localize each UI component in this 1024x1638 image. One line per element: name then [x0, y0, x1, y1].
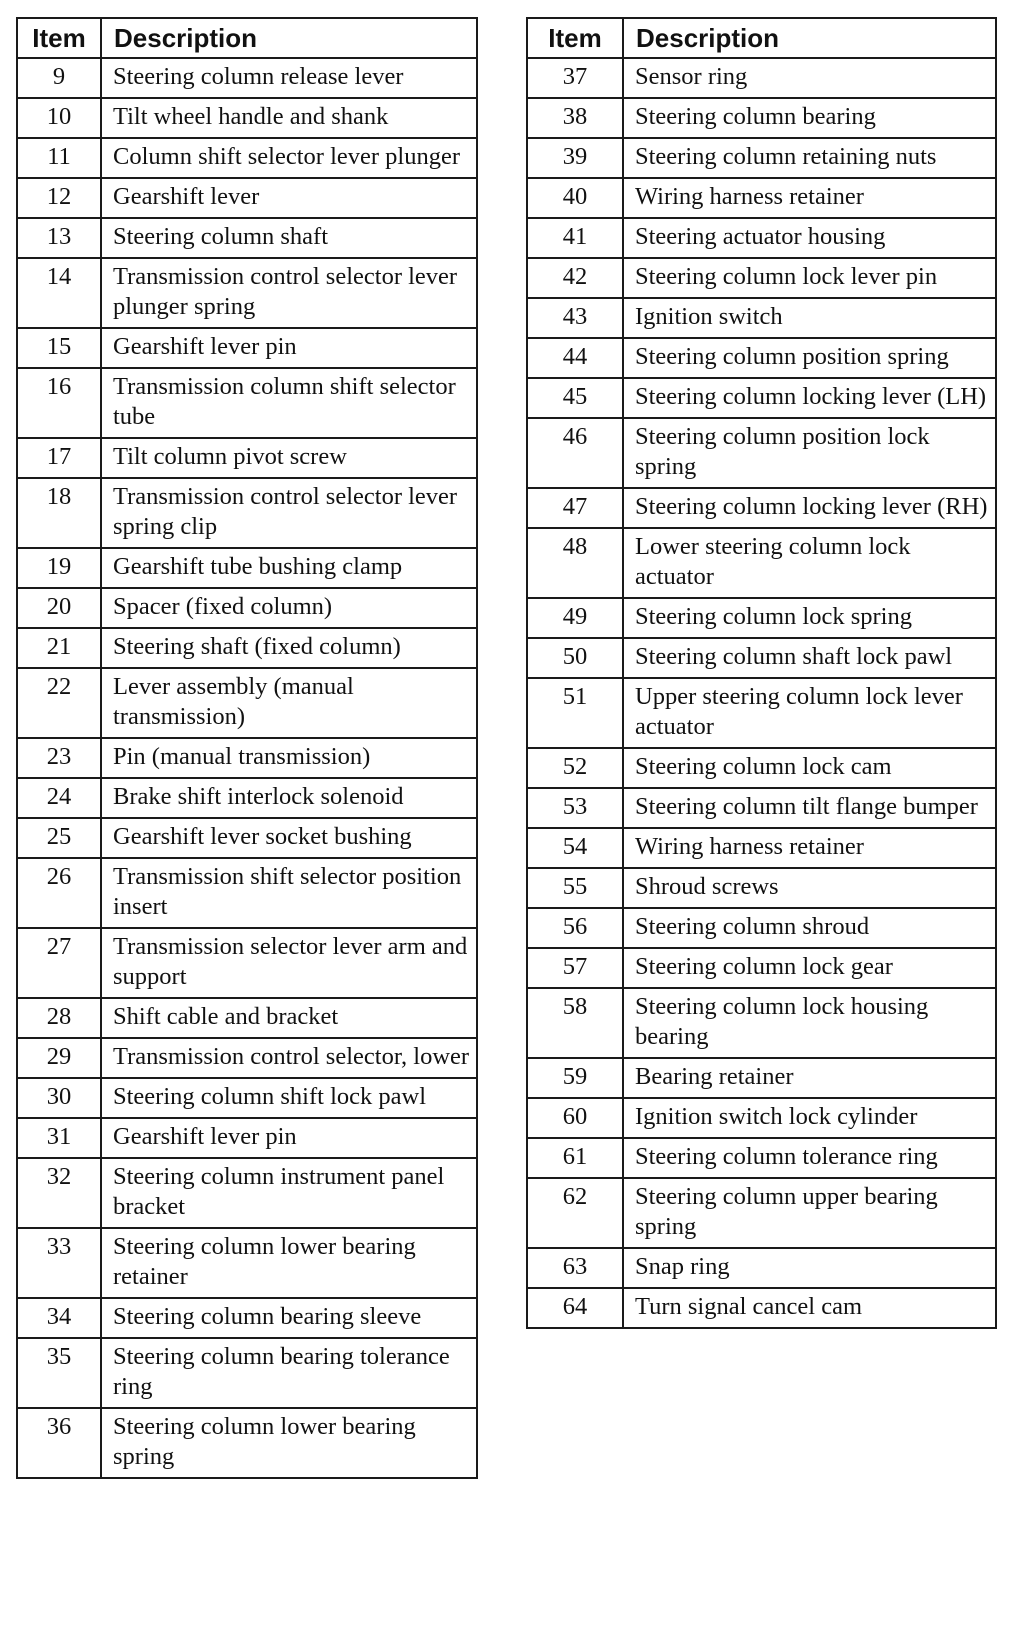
item-number: 27 [17, 928, 101, 998]
item-description: Transmission control selector lever spring clip [101, 478, 477, 548]
item-description: Turn signal cancel cam [623, 1288, 996, 1328]
table-row [17, 258, 477, 328]
item-number: 59 [527, 1058, 623, 1098]
item-description: Snap ring [623, 1248, 996, 1288]
table-row [527, 1288, 996, 1328]
table-row [527, 908, 996, 948]
item-number: 12 [17, 178, 101, 218]
table-row [527, 258, 996, 298]
item-number: 57 [527, 948, 623, 988]
item-number: 11 [17, 138, 101, 178]
item-number: 56 [527, 908, 623, 948]
table-row [17, 818, 477, 858]
item-description: Gearshift tube bushing clamp [101, 548, 477, 588]
item-description: Wiring harness retainer [623, 178, 996, 218]
table-row [527, 178, 996, 218]
item-number: 33 [17, 1228, 101, 1298]
item-description: Steering column lock housing bearing [623, 988, 996, 1058]
table-row [527, 528, 996, 598]
item-description: Steering column shroud [623, 908, 996, 948]
table-row [527, 638, 996, 678]
table-row [17, 1038, 477, 1078]
item-number: 14 [17, 258, 101, 328]
item-description: Steering column release lever [101, 58, 477, 98]
table-row [527, 988, 996, 1058]
table-row [527, 488, 996, 528]
item-description: Steering column position lock spring [623, 418, 996, 488]
item-number: 55 [527, 868, 623, 908]
table-row [527, 58, 996, 98]
item-number: 25 [17, 818, 101, 858]
item-description: Steering column tolerance ring [623, 1138, 996, 1178]
table-row [527, 748, 996, 788]
item-description: Gearshift lever socket bushing [101, 818, 477, 858]
item-description: Steering column locking lever (RH) [623, 488, 996, 528]
table-row [527, 1178, 996, 1248]
table-row [527, 948, 996, 988]
item-number: 20 [17, 588, 101, 628]
item-description: Steering column bearing sleeve [101, 1298, 477, 1338]
item-description: Gearshift lever [101, 178, 477, 218]
item-description: Steering column upper bearing spring [623, 1178, 996, 1248]
item-description: Steering column position spring [623, 338, 996, 378]
item-number: 29 [17, 1038, 101, 1078]
table-row [17, 668, 477, 738]
item-number: 24 [17, 778, 101, 818]
item-number: 30 [17, 1078, 101, 1118]
item-description: Upper steering column lock lever actuator [623, 678, 996, 748]
item-description: Transmission column shift selector tube [101, 368, 477, 438]
item-number: 52 [527, 748, 623, 788]
item-number: 17 [17, 438, 101, 478]
item-number: 50 [527, 638, 623, 678]
item-description: Lower steering column lock actuator [623, 528, 996, 598]
item-number: 31 [17, 1118, 101, 1158]
item-description: Steering actuator housing [623, 218, 996, 258]
item-number: 43 [527, 298, 623, 338]
table-row [17, 1408, 477, 1478]
item-number: 23 [17, 738, 101, 778]
table-row [17, 1118, 477, 1158]
header-row [17, 18, 477, 58]
table-row [527, 418, 996, 488]
item-number: 63 [527, 1248, 623, 1288]
item-description: Steering column bearing tolerance ring [101, 1338, 477, 1408]
item-number: 13 [17, 218, 101, 258]
table-row [527, 788, 996, 828]
table-row [17, 58, 477, 98]
item-number: 62 [527, 1178, 623, 1248]
item-description: Steering column shaft lock pawl [623, 638, 996, 678]
table-row [527, 678, 996, 748]
item-number: 21 [17, 628, 101, 668]
table-row [17, 628, 477, 668]
item-description: Transmission control selector, lower [101, 1038, 477, 1078]
item-description: Steering column lock gear [623, 948, 996, 988]
table-row [17, 778, 477, 818]
item-number: 44 [527, 338, 623, 378]
table-row [17, 1298, 477, 1338]
item-description: Transmission shift selector position insert [101, 858, 477, 928]
item-description: Tilt column pivot screw [101, 438, 477, 478]
item-description: Steering column tilt flange bumper [623, 788, 996, 828]
item-description: Shroud screws [623, 868, 996, 908]
item-number: 9 [17, 58, 101, 98]
item-description: Steering column lower bearing retainer [101, 1228, 477, 1298]
table-row [17, 1078, 477, 1118]
table-row [17, 1158, 477, 1228]
table-row [17, 858, 477, 928]
item-number: 39 [527, 138, 623, 178]
table-row [527, 1248, 996, 1288]
table-row [527, 138, 996, 178]
table-row [17, 328, 477, 368]
item-number: 34 [17, 1298, 101, 1338]
table-row [17, 178, 477, 218]
item-number: 36 [17, 1408, 101, 1478]
item-description: Steering shaft (fixed column) [101, 628, 477, 668]
item-description: Wiring harness retainer [623, 828, 996, 868]
item-number: 60 [527, 1098, 623, 1138]
table-row [17, 928, 477, 998]
table-row [17, 368, 477, 438]
item-description: Steering column shift lock pawl [101, 1078, 477, 1118]
table-row [527, 298, 996, 338]
table-row [17, 138, 477, 178]
table-row [17, 438, 477, 478]
item-description: Steering column lower bearing spring [101, 1408, 477, 1478]
table-row [527, 1058, 996, 1098]
item-description: Brake shift interlock solenoid [101, 778, 477, 818]
table-row [527, 1138, 996, 1178]
item-number: 22 [17, 668, 101, 738]
item-description: Steering column shaft [101, 218, 477, 258]
item-description: Transmission control selector lever plunger spring [101, 258, 477, 328]
item-column-header: Item [17, 18, 101, 58]
item-number: 28 [17, 998, 101, 1038]
table-row [17, 738, 477, 778]
table-row [17, 998, 477, 1038]
table-row [527, 98, 996, 138]
item-number: 49 [527, 598, 623, 638]
item-number: 26 [17, 858, 101, 928]
item-number: 10 [17, 98, 101, 138]
item-description: Spacer (fixed column) [101, 588, 477, 628]
item-number: 64 [527, 1288, 623, 1328]
item-number: 35 [17, 1338, 101, 1408]
item-number: 19 [17, 548, 101, 588]
item-description: Ignition switch lock cylinder [623, 1098, 996, 1138]
table-row [17, 218, 477, 258]
table-row [17, 478, 477, 548]
item-number: 46 [527, 418, 623, 488]
item-description: Steering column lock spring [623, 598, 996, 638]
table-row [17, 1228, 477, 1298]
item-number: 38 [527, 98, 623, 138]
item-number: 47 [527, 488, 623, 528]
item-number: 61 [527, 1138, 623, 1178]
item-description: Steering column instrument panel bracket [101, 1158, 477, 1228]
item-number: 40 [527, 178, 623, 218]
parts-table-right [526, 17, 997, 1329]
item-number: 41 [527, 218, 623, 258]
table-row [527, 378, 996, 418]
item-number: 54 [527, 828, 623, 868]
table-row [17, 98, 477, 138]
table-row [17, 1338, 477, 1408]
description-column-header: Description [623, 18, 996, 58]
item-column-header: Item [527, 18, 623, 58]
table-row [527, 868, 996, 908]
table-row [527, 1098, 996, 1138]
item-number: 18 [17, 478, 101, 548]
item-description: Steering column lock cam [623, 748, 996, 788]
table-row [527, 338, 996, 378]
item-description: Pin (manual transmission) [101, 738, 477, 778]
table-row [527, 598, 996, 638]
table-row [17, 548, 477, 588]
item-description: Gearshift lever pin [101, 1118, 477, 1158]
table-row [527, 218, 996, 258]
item-number: 45 [527, 378, 623, 418]
item-number: 58 [527, 988, 623, 1058]
item-number: 37 [527, 58, 623, 98]
header-row [527, 18, 996, 58]
table-row [17, 588, 477, 628]
item-description: Steering column retaining nuts [623, 138, 996, 178]
item-number: 16 [17, 368, 101, 438]
item-description: Shift cable and bracket [101, 998, 477, 1038]
table-row [527, 828, 996, 868]
description-column-header: Description [101, 18, 477, 58]
item-number: 48 [527, 528, 623, 598]
item-number: 42 [527, 258, 623, 298]
item-description: Steering column bearing [623, 98, 996, 138]
item-description: Tilt wheel handle and shank [101, 98, 477, 138]
item-description: Steering column lock lever pin [623, 258, 996, 298]
item-description: Lever assembly (manual transmission) [101, 668, 477, 738]
item-number: 53 [527, 788, 623, 828]
item-number: 32 [17, 1158, 101, 1228]
item-description: Column shift selector lever plunger [101, 138, 477, 178]
item-description: Transmission selector lever arm and support [101, 928, 477, 998]
item-description: Ignition switch [623, 298, 996, 338]
item-description: Gearshift lever pin [101, 328, 477, 368]
item-description: Sensor ring [623, 58, 996, 98]
item-description: Steering column locking lever (LH) [623, 378, 996, 418]
parts-table-left [16, 17, 478, 1479]
item-number: 51 [527, 678, 623, 748]
item-number: 15 [17, 328, 101, 368]
item-description: Bearing retainer [623, 1058, 996, 1098]
